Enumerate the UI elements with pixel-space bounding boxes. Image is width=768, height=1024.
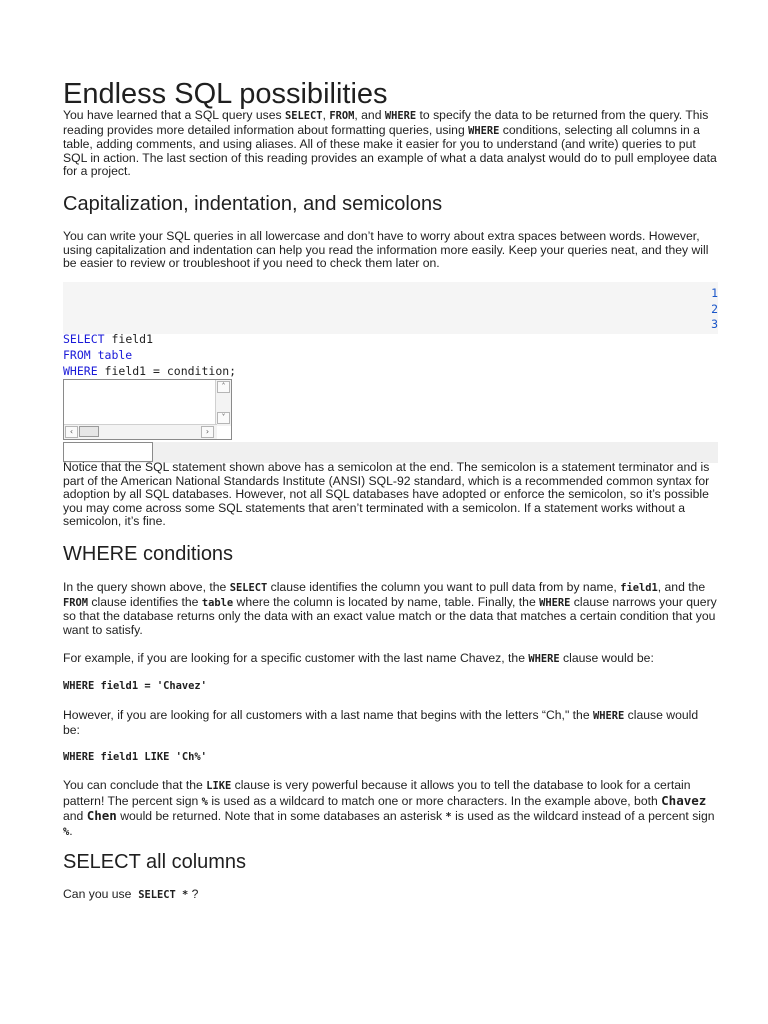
text: You have learned that a SQL query uses: [63, 108, 286, 122]
text: In the query shown above, the: [63, 580, 230, 594]
text: clause identifies the: [88, 594, 202, 609]
text: conditions, selecting all columns in a table, adding comments, and using aliases. All of these make it easier for you to understand (and write) queries to put SQL in action. The last section of this reading provides an example of what a data analyst would do to pull employee data for a project.: [63, 122, 717, 179]
text: ,: [322, 108, 330, 122]
text: clause narrows your query so that the database returns only the data with an exact value match or the data that matches a certain condition that you want to satisfy.: [63, 594, 717, 637]
line-number-gutter: [688, 286, 718, 333]
text: where the column is located by name, table. Finally, the: [233, 594, 540, 609]
text: is used as a wildcard to match one or more characters. In the example above, both: [207, 793, 662, 808]
sql-keyword: SELECT: [63, 332, 105, 346]
inline-code: table: [201, 596, 234, 609]
semicolon-paragraph: Notice that the SQL statement shown above has a semicolon at the end. The semicolon is a statement terminator and is part of the American National Standards Institute (ANSI) SQL-92 standard, which is a recommended common syntax for adoption by all SQL databases. However, not all SQL databases have adopted or enforce the semicolon, so it’s possible you may come across some SQL statements that aren’t terminated with a semicolon. If a statement works without a semicolon, it’s fine.: [63, 460, 710, 529]
text: is used as the wildcard instead of a percent sign: [451, 809, 715, 824]
inline-code: LIKE: [206, 780, 232, 792]
text: However, if you are looking for all customers with a last name that begins with the letters “Ch," the: [63, 708, 593, 722]
inline-code: Chavez: [661, 792, 707, 808]
sql-text: field1: [104, 332, 154, 346]
text: clause would be:: [559, 651, 654, 665]
code-example-chavez: WHERE field1 = 'Chavez': [63, 680, 207, 692]
code-block-header: [63, 282, 718, 334]
scroll-thumb[interactable]: [79, 426, 99, 437]
scroll-left-button[interactable]: ‹: [65, 426, 78, 438]
inline-code: WHERE: [384, 110, 417, 122]
inline-code: WHERE: [528, 653, 560, 665]
text: , and: [354, 108, 385, 122]
sql-keyword: FROM table: [63, 348, 133, 362]
sql-text: field1 = condition;: [97, 364, 237, 378]
intro-paragraph: [63, 109, 718, 179]
where-paragraph-2: [63, 652, 718, 667]
code-textarea[interactable]: [63, 379, 232, 440]
vertical-scrollbar[interactable]: [215, 380, 231, 426]
scroll-up-button[interactable]: ˄: [217, 381, 230, 393]
inline-code: FROM: [329, 110, 355, 122]
code-input-field[interactable]: [63, 442, 153, 462]
where-paragraph-3: [63, 709, 718, 737]
text: .: [69, 823, 73, 838]
code-example-like: WHERE field1 LIKE 'Ch%': [63, 751, 207, 763]
text: would be returned. Note that in some databases an asterisk: [116, 809, 446, 824]
text: For example, if you are looking for a specific customer with the last name Chavez, the: [63, 651, 529, 665]
text: and: [63, 809, 87, 824]
inline-code: WHERE: [539, 596, 571, 609]
inline-code: SELECT: [229, 582, 268, 594]
inline-code: WHERE: [468, 124, 500, 137]
code-block: [63, 282, 718, 462]
where-paragraph-4: [63, 779, 718, 839]
inline-code: FROM: [63, 596, 89, 609]
text: ?: [188, 887, 199, 901]
horizontal-scrollbar[interactable]: [64, 424, 217, 439]
inline-code: WHERE: [593, 710, 625, 722]
scroll-down-button[interactable]: ˅: [217, 412, 230, 424]
sql-keyword: WHERE: [63, 364, 98, 378]
section-heading-select-all: SELECT all columns: [63, 851, 247, 873]
inline-code: SELECT *: [138, 889, 189, 901]
inline-code: *: [445, 811, 452, 824]
inline-code: field1: [620, 582, 658, 594]
text: Can you use: [63, 887, 139, 901]
select-all-paragraph: [63, 888, 718, 903]
capitalization-paragraph: You can write your SQL queries in all lowercase and don’t have to worry about extra spaces between words. However, using capitalization and indentation can help you read the information more easily. Keep your queries neat, and they will be easier to review or troubleshoot if you need to check them later on.: [63, 229, 709, 271]
code-line-1: [63, 331, 153, 347]
inline-code: Chen: [86, 808, 117, 824]
line-number: 1: [711, 286, 718, 300]
inline-code: %: [201, 795, 208, 808]
where-paragraph-1: [63, 581, 718, 637]
scroll-right-button[interactable]: ›: [201, 426, 214, 438]
inline-code: %: [63, 825, 70, 838]
text: clause identifies the column you want to pull data from by name,: [267, 580, 621, 594]
line-number: 2: [711, 301, 718, 316]
line-number: 3: [711, 317, 718, 331]
text: clause is very powerful because it allows you to tell the database to look for a certain pattern! The percent sign: [63, 778, 691, 808]
inline-code: SELECT: [285, 110, 323, 122]
page-title: Endless SQL possibilities: [63, 78, 388, 110]
text: , and the: [657, 580, 706, 594]
code-line-3: [63, 363, 236, 379]
text: to specify the data to be returned from the query. This reading provides more detailed information about formatting queries, using: [63, 108, 709, 137]
code-line-2: [63, 347, 132, 363]
text: clause would be:: [63, 708, 699, 737]
section-heading-where: WHERE conditions: [63, 543, 234, 565]
text: You can conclude that the: [63, 778, 207, 792]
section-heading-capitalization: Capitalization, indentation, and semicolons: [63, 193, 443, 215]
